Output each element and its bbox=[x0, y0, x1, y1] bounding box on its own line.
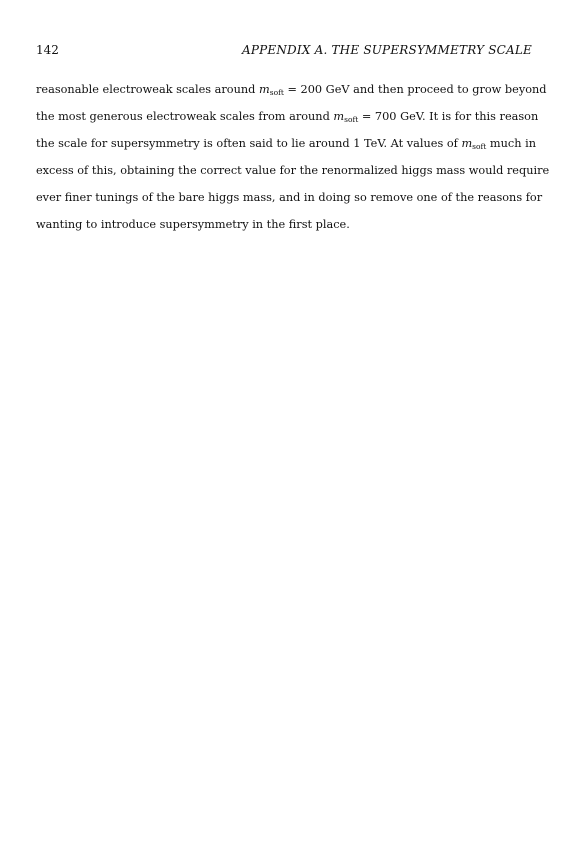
text-line bbox=[36, 130, 536, 157]
math-variable: m bbox=[461, 137, 473, 150]
text-segment: wanting to introduce supersymmetry in the first place. bbox=[36, 218, 350, 231]
text-segment: the most generous electroweak scales from around bbox=[36, 110, 334, 123]
math-variable: m bbox=[333, 110, 345, 123]
math-subscript: soft bbox=[344, 115, 359, 124]
text-line bbox=[36, 103, 539, 130]
text-line bbox=[36, 76, 547, 103]
body-paragraph bbox=[36, 76, 550, 238]
text-segment: = 200 GeV and then proceed to grow beyond bbox=[283, 83, 547, 96]
math-subscript: soft bbox=[269, 88, 284, 97]
page-number: 142 bbox=[36, 43, 59, 57]
text-segment: excess of this, obtaining the correct value for the renormalized higgs mass would require bbox=[36, 164, 550, 177]
text-line bbox=[36, 211, 532, 238]
running-header bbox=[36, 41, 532, 59]
text-segment: the scale for supersymmetry is often said to lie around 1 TeV. At values of bbox=[36, 137, 462, 150]
text-segment: = 700 GeV. It is for this reason bbox=[358, 110, 539, 123]
math-subscript: soft bbox=[472, 142, 487, 151]
text-segment: ever finer tunings of the bare higgs mass, and in doing so remove one of the reasons for bbox=[36, 191, 543, 204]
text-line bbox=[36, 184, 543, 211]
text-segment: reasonable electroweak scales around bbox=[36, 83, 259, 96]
running-title: APPENDIX A. THE SUPERSYMMETRY SCALE bbox=[241, 43, 532, 57]
text-segment: much in bbox=[486, 137, 536, 150]
math-variable: m bbox=[259, 83, 270, 96]
text-line bbox=[36, 157, 550, 184]
